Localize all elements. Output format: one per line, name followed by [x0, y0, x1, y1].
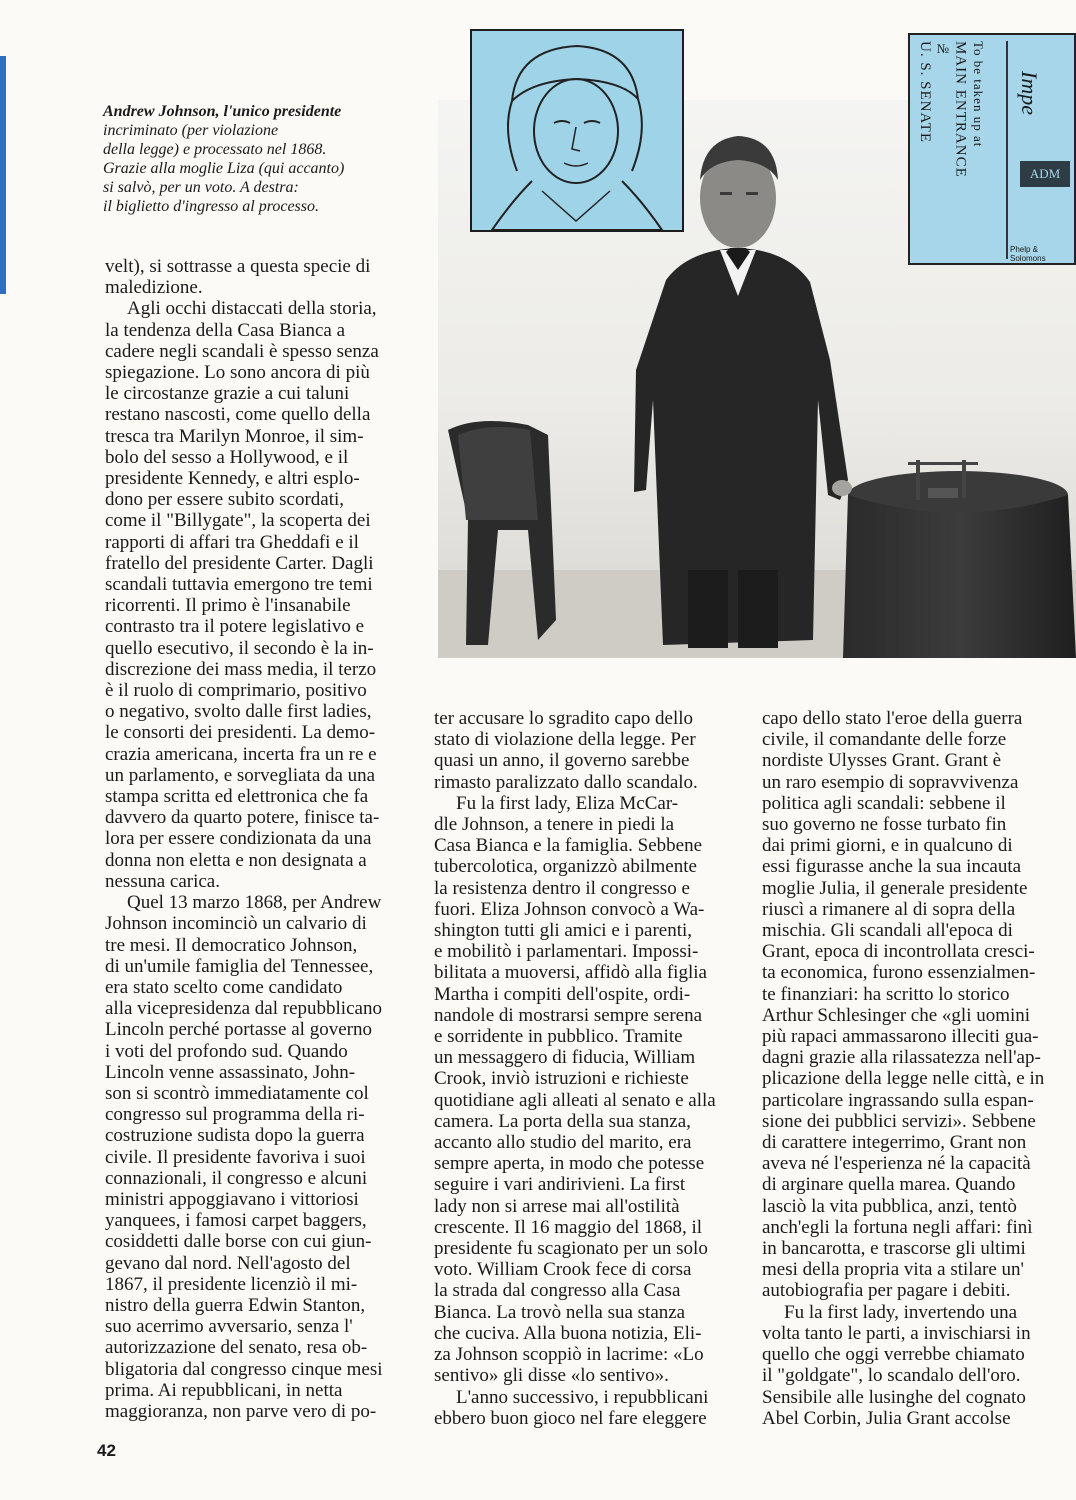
text-line: stampa scritta ed elettronica che fa [105, 786, 369, 808]
text-line: yanquees, i famosi carpet baggers, [105, 1210, 367, 1232]
text-line: e mobilitò i parlamentari. Impossi- [434, 941, 699, 963]
text-line: moglie Julia, il generale presidente [762, 877, 1028, 899]
text-line: nordiste Ulysses Grant. Grant è [762, 750, 1002, 772]
text-line: anch'egli la fortuna negli affari: finì [762, 1216, 1033, 1238]
text-line: suo acerrimo avversario, senza l' [105, 1316, 353, 1338]
eliza-johnson-portrait [470, 29, 684, 232]
text-line: alla vicepresidenza dal repubblicano [105, 998, 382, 1020]
text-line: maledizione. [105, 277, 203, 299]
text-line: come il "Billygate", la scoperta dei [105, 510, 371, 532]
text-line: quotidiane agli alleati al senato e alla [434, 1089, 716, 1111]
ticket-admit: ADM [1020, 161, 1070, 187]
text-line: tubercolotica, organizzò abilmente [434, 856, 697, 878]
text-line: volta tanto le parti, a invischiarsi in [762, 1322, 1031, 1344]
text-line: Martha i compiti dell'ospite, ordi- [434, 983, 691, 1005]
text-line: che cuciva. Alla buona notizia, Eli- [434, 1322, 702, 1344]
text-line: scandali tuttavia emergono tre temi [105, 574, 373, 596]
ticket-line: MAIN ENTRANCE [952, 41, 969, 178]
text-line: nistro della guerra Edwin Stanton, [105, 1294, 366, 1316]
text-line: più rapaci ammassarono illeciti gua- [762, 1026, 1039, 1048]
text-line: di un'umile famiglia del Tennessee, [105, 955, 374, 977]
text-line: dagni grazie alla rilassatezza nell'ap- [762, 1047, 1041, 1069]
text-line: accanto allo studio del marito, era [434, 1132, 692, 1154]
text-line: dono per essere subito scordati, [105, 489, 345, 511]
text-line: bligatoria dal congresso cinque mesi [105, 1358, 383, 1380]
text-line: suo governo ne fosse turbato fin [762, 814, 1007, 836]
text-line: di arginare quella marea. Quando [762, 1174, 1016, 1196]
text-line: plicazione della legge nelle città, e in [762, 1068, 1045, 1090]
text-line: era stato scelto come candidato [105, 976, 343, 998]
text-line: prima. Ai repubblicani, in netta [105, 1379, 343, 1401]
text-line: la resistenza dentro il congresso e [434, 877, 690, 899]
text-line: donna non eletta e non designata a [105, 849, 367, 871]
ticket-title: Impe [1017, 71, 1042, 115]
page-number: 42 [97, 1441, 116, 1460]
text-line: civile. Il presidente favoriva i suoi [105, 1146, 366, 1168]
text-line: Quel 13 marzo 1868, per Andrew [127, 892, 382, 914]
text-line: Grant, epoca di incontrollata cresci- [762, 941, 1035, 963]
text-line: le consorti dei presidenti. La demo- [105, 722, 376, 744]
text-line: un parlamento, e sorvegliata da una [105, 764, 376, 786]
text-line: contrasto tra il potere legislativo e [105, 616, 365, 638]
text-line: Lincoln venne assassinato, John- [105, 1061, 356, 1083]
text-line: velt), si sottrasse a questa specie di [105, 256, 371, 277]
text-line: rapporti di affari tra Gheddafi e il [105, 531, 359, 553]
text-line: quasi un anno, il governo sarebbe [434, 750, 690, 772]
impeachment-ticket [908, 33, 1076, 265]
text-line: L'anno successivo, i repubblicani [456, 1386, 709, 1408]
text-line: di carattere integerrimo, Grant non [762, 1132, 1027, 1154]
text-line: crescente. Il 16 maggio del 1868, il [434, 1216, 703, 1238]
text-line: te finanziari: ha scritto lo storico [762, 983, 1010, 1005]
text-line: il "goldgate", lo scandalo dell'oro. [762, 1365, 1021, 1387]
text-line: son si scontrò immediatamente col [105, 1082, 369, 1104]
text-line: è il ruolo di comprimario, positivo [105, 680, 367, 702]
text-line: rimasto paralizzato dallo scandalo. [434, 771, 698, 793]
text-line: nandole di mostrarsi sempre serena [434, 1004, 703, 1026]
blue-margin-rule [0, 56, 6, 294]
text-line: restano nascosti, come quello della [105, 404, 371, 426]
text-line: autobiografia per pagare i debiti. [762, 1280, 1011, 1302]
text-line: aveva né l'esperienza né la capacità [762, 1153, 1031, 1175]
text-line: voto. William Crook fece di corsa [434, 1259, 692, 1281]
text-line: cadere negli scandali è spesso senza [105, 340, 379, 362]
text-line: mischia. Gli scandali all'epoca di [762, 920, 1013, 942]
text-line: Lincoln perché portasse al governo [105, 1019, 372, 1041]
text-line: tresca tra Marilyn Monroe, il sim- [105, 425, 364, 447]
text-line: bolo del sesso a Hollywood, e il [105, 446, 349, 468]
text-line: ebbero buon gioco nel fare eleggere [434, 1407, 707, 1429]
text-line: costruzione sudista dopo la guerra [105, 1125, 365, 1147]
text-line: za Johnson scoppiò in lacrime: «Lo [434, 1344, 704, 1366]
text-line: particolare ingrassando sulla espan- [762, 1089, 1034, 1111]
text-line: Fu la first lady, Eliza McCar- [456, 792, 679, 814]
text-line: davvero da quarto potere, finisce ta- [105, 807, 380, 829]
text-line: la tendenza della Casa Bianca a [105, 319, 346, 341]
text-line: Agli occhi distaccati della storia, [127, 298, 377, 320]
text-column-2 [434, 708, 744, 1429]
text-line: Arthur Schlesinger che «gli uomini [762, 1004, 1031, 1026]
text-line: 1867, il presidente licenziò il mi- [105, 1273, 358, 1295]
text-line: civile, il comandante delle forze [762, 729, 1007, 751]
text-column-3 [762, 708, 1072, 1429]
text-line: dle Johnson, a tenere in piedi la [434, 814, 675, 836]
text-line: seguire i vari andirivieni. La first [434, 1174, 686, 1196]
text-line: Bianca. La trovò nella sua stanza [434, 1301, 686, 1323]
text-line: le circostanze grazie a cui taluni [105, 383, 350, 405]
text-line: dai primi giorni, e in qualcuno di [762, 835, 1013, 857]
text-line: fratello del presidente Carter. Dagli [105, 552, 374, 574]
caption-line: Andrew Johnson, l'unico presidente [103, 103, 342, 120]
ticket-number: № [935, 41, 951, 57]
text-line: lora per essere condizionata da una [105, 828, 372, 850]
caption-line: della legge) e processato nel 1868. [103, 141, 327, 158]
text-line: essi figurasse anche la sua incauta [762, 856, 1022, 878]
text-line: connazionali, il congresso e alcuni [105, 1167, 368, 1189]
caption-line: incriminato (per violazione [103, 122, 279, 139]
text-line: quello che oggi verrebbe chiamato [762, 1344, 1025, 1366]
ticket-text [916, 41, 986, 259]
text-line: e sorridente in pubblico. Tramite [434, 1026, 683, 1048]
text-line: cosiddetti dalle borse con cui giun- [105, 1231, 372, 1253]
caption-line: Grazie alla moglie Liza (qui accanto) [103, 160, 345, 177]
text-line: gevano dal nord. Nell'agosto del [105, 1252, 351, 1274]
text-line: presidente fu scagionato per un solo [434, 1238, 708, 1260]
text-line: nessuna carica. [105, 870, 220, 892]
text-line: mesi della propria vita a stilare un' [762, 1259, 1024, 1281]
photo-caption [103, 102, 423, 216]
text-line: capo dello stato l'eroe della guerra [762, 708, 1023, 729]
text-line: maggioranza, non parve vero di po- [105, 1400, 377, 1422]
text-line: politica agli scandali: sebbene il [762, 792, 1006, 814]
text-line: quello esecutivo, il secondo è la in- [105, 637, 374, 659]
text-line: crazia americana, incerta fra un re e [105, 743, 377, 765]
text-line: un messaggero di fiducia, William [434, 1047, 696, 1069]
text-line: o negativo, svolto dalle first ladies, [105, 701, 372, 723]
text-line: i voti del profondo sud. Quando [105, 1040, 348, 1062]
text-column-1 [105, 256, 415, 1422]
text-line: Casa Bianca e la famiglia. Sebbene [434, 835, 703, 857]
text-line: sione dei pubblici servizi». Sebbene [762, 1110, 1036, 1132]
text-line: Fu la first lady, invertendo una [784, 1301, 1018, 1323]
portrait-drawing [472, 31, 682, 230]
caption-line: il biglietto d'ingresso al processo. [103, 198, 320, 215]
text-line: un raro esempio di sopravvivenza [762, 771, 1019, 793]
text-line: lasciò la vita pubblica, anzi, tentò [762, 1195, 1017, 1217]
text-line: presidente Kennedy, e altri esplo- [105, 468, 360, 490]
text-line: sempre aperta, in modo che potesse [434, 1153, 705, 1175]
ticket-title-panel [1006, 41, 1074, 259]
text-line: ministri appoggiavano i vittoriosi [105, 1188, 359, 1210]
text-line: ta economica, furono essenzialmen- [762, 962, 1036, 984]
text-line: Crook, inviò istruzioni e richieste [434, 1068, 689, 1090]
text-line: ter accusare lo sgradito capo dello [434, 708, 694, 729]
text-line: autorizzazione del senato, resa ob- [105, 1337, 368, 1359]
text-line: ricorrenti. Il primo è l'insanabile [105, 595, 351, 617]
text-line: lady non si arrese mai all'ostilità [434, 1195, 680, 1217]
text-line: in bancarotta, e trascorse gli ultimi [762, 1238, 1026, 1260]
text-line: stato di violazione della legge. Per [434, 729, 696, 751]
caption-line: si salvò, per un voto. A destra: [103, 179, 299, 196]
ticket-imprint: Phelp & Solomons [1010, 245, 1046, 263]
text-line: bilitata a muoversi, affidò alla figlia [434, 962, 707, 984]
text-line: discrezione dei mass media, il terzo [105, 658, 377, 680]
ticket-line: To be taken up at [970, 41, 986, 148]
text-line: fuori. Eliza Johnson convocò a Wa- [434, 898, 705, 920]
text-line: Johnson incominciò un calvario di [105, 913, 367, 935]
text-line: Abel Corbin, Julia Grant accolse [762, 1407, 1011, 1429]
text-line: riuscì a rimanere al di sopra della [762, 898, 1016, 920]
text-line: tre mesi. Il democratico Johnson, [105, 934, 358, 956]
text-line: Sensibile alle lusinghe del cognato [762, 1386, 1026, 1408]
text-line: camera. La porta della sua stanza, [434, 1110, 691, 1132]
ticket-line: U. S. SENATE [917, 41, 933, 144]
text-line: congresso sul programma della ri- [105, 1104, 365, 1126]
text-line: shington tutti gli amici e i parenti, [434, 920, 693, 942]
text-line: spiegazione. Lo sono ancora di più [105, 362, 370, 384]
text-line: la strada dal congresso alla Casa [434, 1280, 681, 1302]
text-line: sentivo» gli disse «lo sentivo». [434, 1365, 669, 1387]
